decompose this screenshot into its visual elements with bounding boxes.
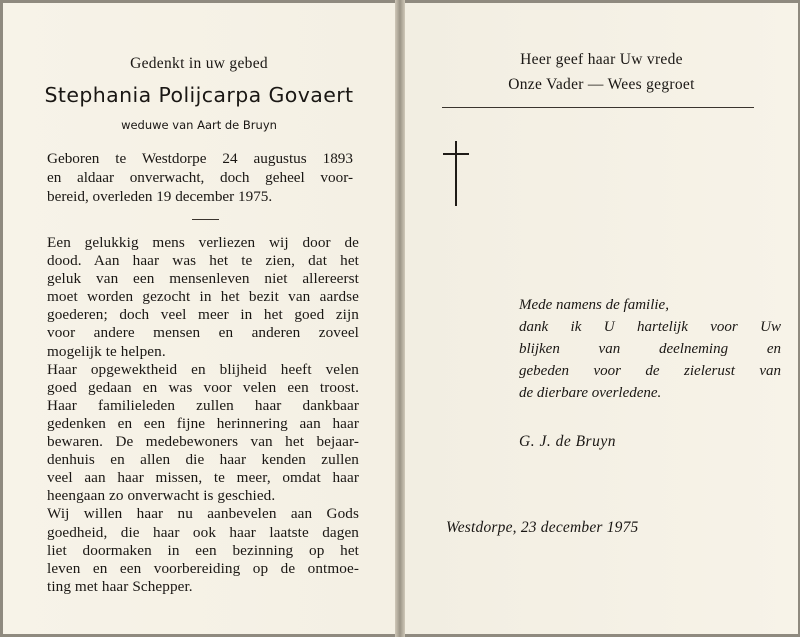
- text-line: veel aan haar missen, te meer, omdat haar: [47, 469, 359, 487]
- text-line: gebeden voor de zielerust van: [519, 363, 781, 379]
- signature: G. J. de Bruyn: [519, 433, 616, 450]
- text-line: Haar opgewektheid en blijheid heeft velen: [47, 360, 359, 378]
- text-line: bewaren. De medebewoners van het bejaar-: [47, 433, 359, 451]
- prayer-request: Gedenkt in uw gebed: [130, 55, 268, 72]
- cross-vertical-bar: [455, 141, 457, 206]
- text-line: Wij willen haar nu aanbevelen aan Gods: [47, 505, 359, 523]
- text-line: leven en een voorbereiding op de ontmoe-: [47, 559, 359, 577]
- text-line: moet worden gezocht in het bezit van aardse: [47, 288, 359, 306]
- text-line: voor andere mensen en anderen zoveel: [47, 324, 359, 342]
- prayer-line: Heer geef haar Uw vrede: [520, 51, 683, 68]
- text-line: ting met haar Schepper.: [47, 577, 193, 595]
- deceased-name: Stephania Polijcarpa Govaert: [44, 83, 354, 107]
- text-line: Haar familieleden zullen haar dankbaar: [47, 396, 359, 414]
- right-page: [405, 3, 798, 634]
- text-line: gedenken en een fijne herinnering aan haar: [47, 414, 359, 432]
- eulogy-text: [47, 234, 359, 596]
- text-line: bereid, overleden 19 december 1975.: [47, 188, 273, 205]
- prayer-line: Onze Vader — Wees gegroet: [508, 76, 695, 93]
- text-line: mogelijk te helpen.: [47, 342, 166, 360]
- card-fold: [395, 0, 405, 637]
- text-line: Een gelukkig mens verliezen wij door de: [47, 234, 359, 251]
- text-line: dank ik U hartelijk voor Uw: [519, 319, 781, 335]
- text-line: blijken van deelneming en: [519, 341, 781, 357]
- text-line: en aldaar onverwacht, doch geheel voor-: [47, 169, 353, 186]
- thanks-text: [519, 294, 781, 404]
- text-line: goederen; doch veel meer in het goed zijn: [47, 306, 359, 324]
- text-line: dood. Aan haar was het te zien, dat het: [47, 252, 359, 270]
- text-line: goedheid, die haar ook haar laatste dagen: [47, 523, 359, 541]
- place-date: Westdorpe, 23 december 1975: [446, 519, 639, 536]
- cross-horizontal-bar: [443, 153, 469, 155]
- text-line: geluk van een mensenleven niet allereerst: [47, 270, 359, 288]
- text-line: goed gedaan en was voor velen een troost.: [47, 378, 359, 396]
- text-line: liet doormaken in een bezinning op het: [47, 541, 359, 559]
- text-line: Geboren te Westdorpe 24 augustus 1893: [47, 150, 353, 167]
- text-line: heengaan zo onverwacht is geschied.: [47, 487, 276, 505]
- text-line: Mede namens de familie,: [519, 297, 669, 313]
- birth-death-text: [47, 149, 353, 206]
- separator-dash: [192, 219, 219, 220]
- left-page: [3, 3, 395, 634]
- text-line: denhuis en allen die haar kenden zullen: [47, 451, 359, 469]
- widow-of: weduwe van Aart de Bruyn: [121, 118, 277, 132]
- horizontal-rule: [442, 107, 754, 108]
- text-line: de dierbare overledene.: [519, 385, 662, 401]
